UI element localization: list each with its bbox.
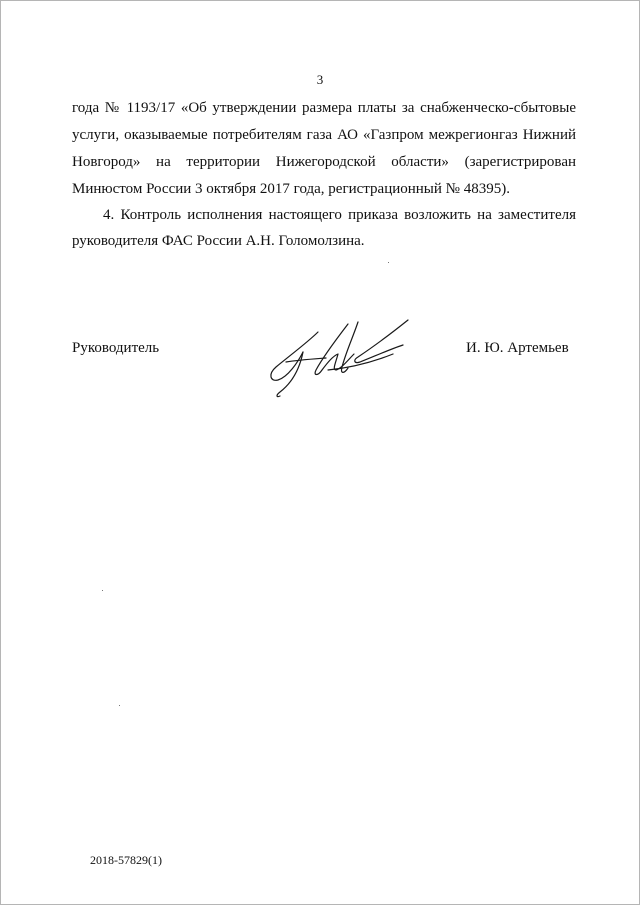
scan-speck (102, 590, 103, 591)
body-line: Новгород» на территории Нижегородской области» (зарегистрирован (72, 154, 576, 170)
body-line: руководителя ФАС России А.Н. Голомолзина. (72, 233, 365, 249)
handwritten-signature (258, 312, 418, 402)
scan-speck (388, 262, 389, 263)
page-number: 3 (316, 72, 324, 87)
signer-name: И. Ю. Артемьев (466, 340, 569, 356)
body-line-paragraph-4: 4. Контроль исполнения настоящего приказа возложить на заместителя (103, 207, 576, 223)
body-line: услуги, оказываемые потребителям газа АО «Газпром межрегионгаз Нижний (72, 127, 576, 143)
body-line: года № 1193/17 «Об утверждении размера платы за снабженческо-сбытовые (72, 100, 576, 116)
scan-speck (119, 705, 120, 706)
document-code: 2018-57829(1) (90, 853, 162, 867)
body-line: Минюстом России 3 октября 2017 года, регистрационный № 48395). (72, 181, 510, 197)
signature-position-title: Руководитель (72, 340, 160, 356)
